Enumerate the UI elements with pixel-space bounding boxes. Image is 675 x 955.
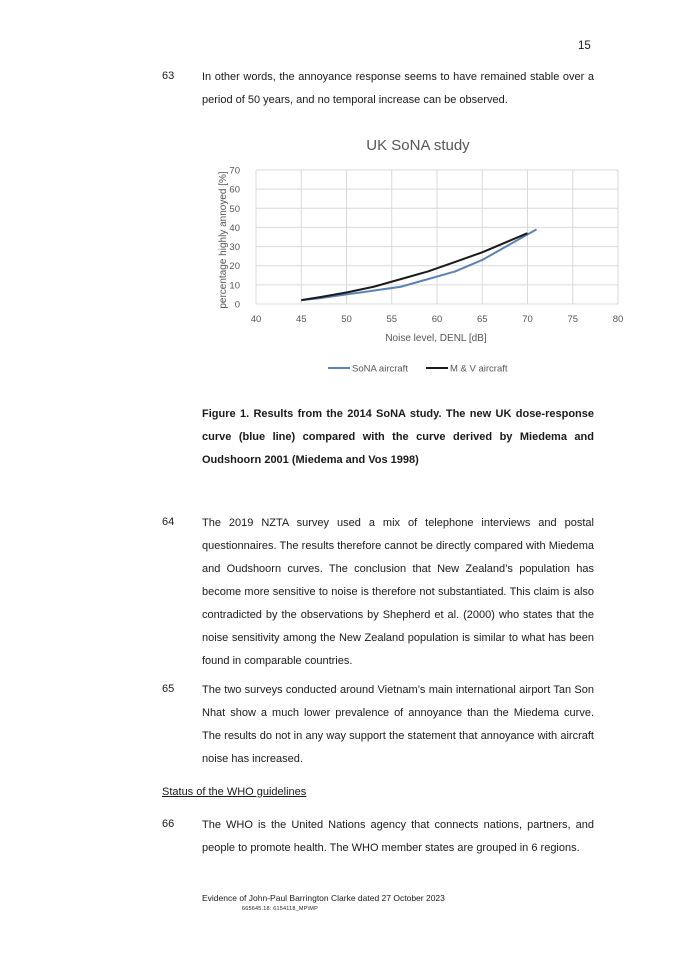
y-tick-label: 0 <box>234 299 240 311</box>
paragraph-number: 64 <box>162 516 175 528</box>
page-footer: Evidence of John-Paul Barrington Clarke dated 27 October 2023 <box>202 893 445 903</box>
x-tick-label: 45 <box>295 314 307 325</box>
x-tick-label: 60 <box>431 314 443 325</box>
chart-series <box>301 229 536 300</box>
x-axis-ticks <box>251 314 624 325</box>
y-tick-label: 30 <box>229 242 240 254</box>
x-tick-label: 75 <box>567 314 579 325</box>
chart-title: UK SoNA study <box>366 137 470 154</box>
chart-svg <box>200 128 640 388</box>
paragraph-number: 63 <box>162 70 175 82</box>
figure-chart <box>200 128 640 388</box>
y-axis-label: percentage highly annoyed [%] <box>218 171 229 309</box>
x-axis-label: Noise level, DENL [dB] <box>385 333 487 344</box>
x-tick-label: 50 <box>341 314 352 325</box>
y-tick-label: 70 <box>229 165 240 177</box>
figure-caption: Figure 1. Results from the 2014 SoNA study. The new UK dose-response curve (blue line) compared with the curve derived by Miedema and Oudshoorn 2001 (Miedema and Vos 1998) <box>202 408 594 466</box>
paragraph-text: The 2019 NZTA survey used a mix of telephone interviews and postal questionnaires. The results therefore cannot be directly compared with Miedema and Oudshoorn curves. The conclusion that New Zealand’s population has become more sensitive to noise is therefore not substantiated. This claim is also contradicted by the observations by Shepherd et al. (2000) who states that the noise sensitivity among the New Zealand population is similar to what has been found in comparable countries. <box>202 517 594 667</box>
y-tick-label: 20 <box>229 261 240 273</box>
mv-aircraft-line <box>301 233 527 300</box>
x-tick-label: 80 <box>612 314 624 325</box>
section-heading: Status of the WHO guidelines <box>162 786 307 798</box>
chart-gridlines <box>256 170 618 304</box>
page-number: 15 <box>578 40 591 52</box>
paragraph-text: The two surveys conducted around Vietnam’s main international airport Tan Son Nhat show a much lower prevalence of annoyance than the Miedema curve. The results do not in any way support the statement that annoyance with aircraft noise has increased. <box>202 684 594 765</box>
paragraph-number: 66 <box>162 818 175 830</box>
y-tick-label: 50 <box>229 203 240 215</box>
x-tick-label: 70 <box>522 314 533 325</box>
y-tick-label: 60 <box>229 184 240 196</box>
y-axis-ticks <box>229 166 240 311</box>
x-tick-label: 40 <box>250 314 262 325</box>
legend-label: SoNA aircraft <box>352 363 408 375</box>
legend-label: M & V aircraft <box>450 363 508 375</box>
x-tick-label: 65 <box>476 314 488 325</box>
y-tick-label: 10 <box>229 280 240 292</box>
y-tick-label: 40 <box>229 222 240 234</box>
footer-reference: 665645.18: 6154118_MP\MP <box>242 906 318 912</box>
chart-legend <box>328 364 508 375</box>
paragraph-number: 65 <box>162 683 175 695</box>
paragraph-text: The WHO is the United Nations agency that connects nations, partners, and people to promote health. The WHO member states are grouped in 6 regions. <box>202 819 594 854</box>
x-tick-label: 55 <box>386 314 398 325</box>
sona-aircraft-line <box>301 229 536 300</box>
paragraph-text: In other words, the annoyance response seems to have remained stable over a period of 50 years, and no temporal increase can be observed. <box>202 71 594 106</box>
